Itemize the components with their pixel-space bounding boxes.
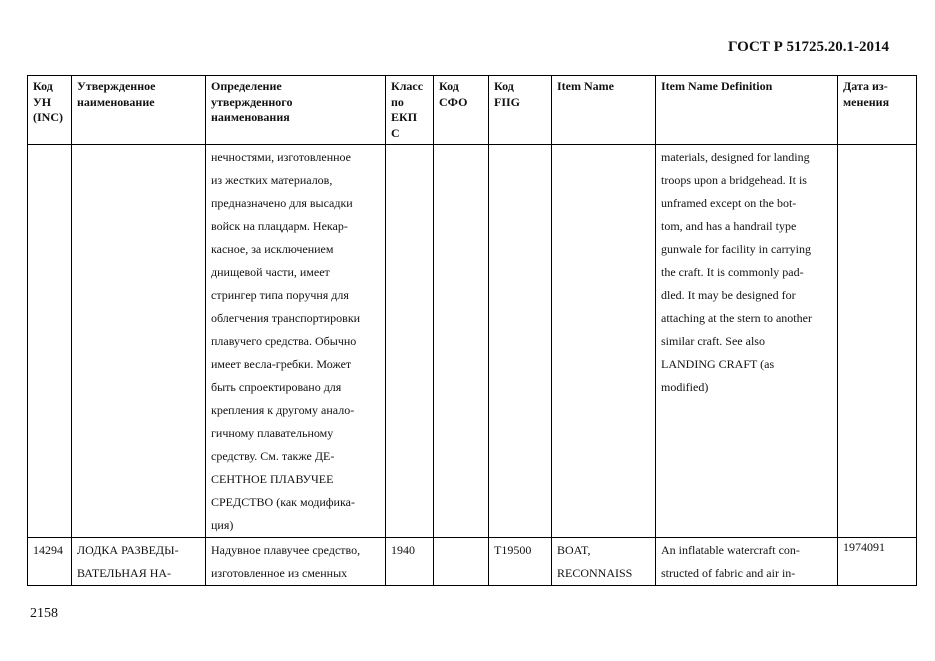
catalog-table: [27, 75, 917, 586]
page-number: 2158: [30, 606, 58, 621]
cell-sfo: [434, 538, 489, 586]
col-header-item-definition: Item Name Definition: [656, 76, 838, 145]
col-header-item-name: Item Name: [552, 76, 656, 145]
cell-item-definition: An inflatable watercraft con- structed of fabric and air in-: [656, 538, 838, 586]
table-row: [28, 145, 917, 538]
cell-date: [838, 145, 917, 538]
cell-class: 1940: [386, 538, 434, 586]
col-header-fiig: Код FIIG: [489, 76, 552, 145]
standard-number: ГОСТ Р 51725.20.1-2014: [727, 39, 889, 55]
cell-definition: нечностями, изготовленное из жестких материалов, предназначено для высадки войск на плацдарм. Некар- касное, за исключением днищевой части, имеет стрингер типа поручня для облегчения транспортировки плавучего средства. Обычно имеет весла-гребки. Может быть спроектировано для крепления к другому анало- гичному плавательному средству. См. также ДЕ- СЕНТНОЕ ПЛАВУЧЕЕ СРЕДСТВО (как модифика- ция): [206, 145, 386, 538]
col-header-sfo: Код СФО: [434, 76, 489, 145]
cell-item-name: BOAT, RECONNAISS: [552, 538, 656, 586]
col-header-inc: Код УН (INC): [28, 76, 72, 145]
header-row: [28, 76, 917, 145]
cell-definition: Надувное плавучее средство, изготовленное из сменных: [206, 538, 386, 586]
col-header-date: Дата из- менения: [838, 76, 917, 145]
cell-inc: [28, 145, 72, 538]
cell-item-name: [552, 145, 656, 538]
col-header-class: Класс по ЕКП С: [386, 76, 434, 145]
cell-name: ЛОДКА РАЗВЕДЫ- ВАТЕЛЬНАЯ НА-: [72, 538, 206, 586]
table-row: [28, 538, 917, 586]
cell-inc: 14294: [28, 538, 72, 586]
cell-date: 1974091: [838, 538, 917, 586]
col-header-name: Утвержденное наименование: [72, 76, 206, 145]
cell-sfo: [434, 145, 489, 538]
cell-fiig: T19500: [489, 538, 552, 586]
col-header-definition: Определение утвержденного наименования: [206, 76, 386, 145]
cell-fiig: [489, 145, 552, 538]
cell-name: [72, 145, 206, 538]
cell-item-definition: materials, designed for landing troops upon a bridgehead. It is unframed except on the bot- tom, and has a handrail type gunwale for facility in carrying the craft. It is commonly pad- dled. It may be designed for attaching at the stern to another similar craft. See also LANDING CRAFT (as modified): [656, 145, 838, 538]
cell-class: [386, 145, 434, 538]
